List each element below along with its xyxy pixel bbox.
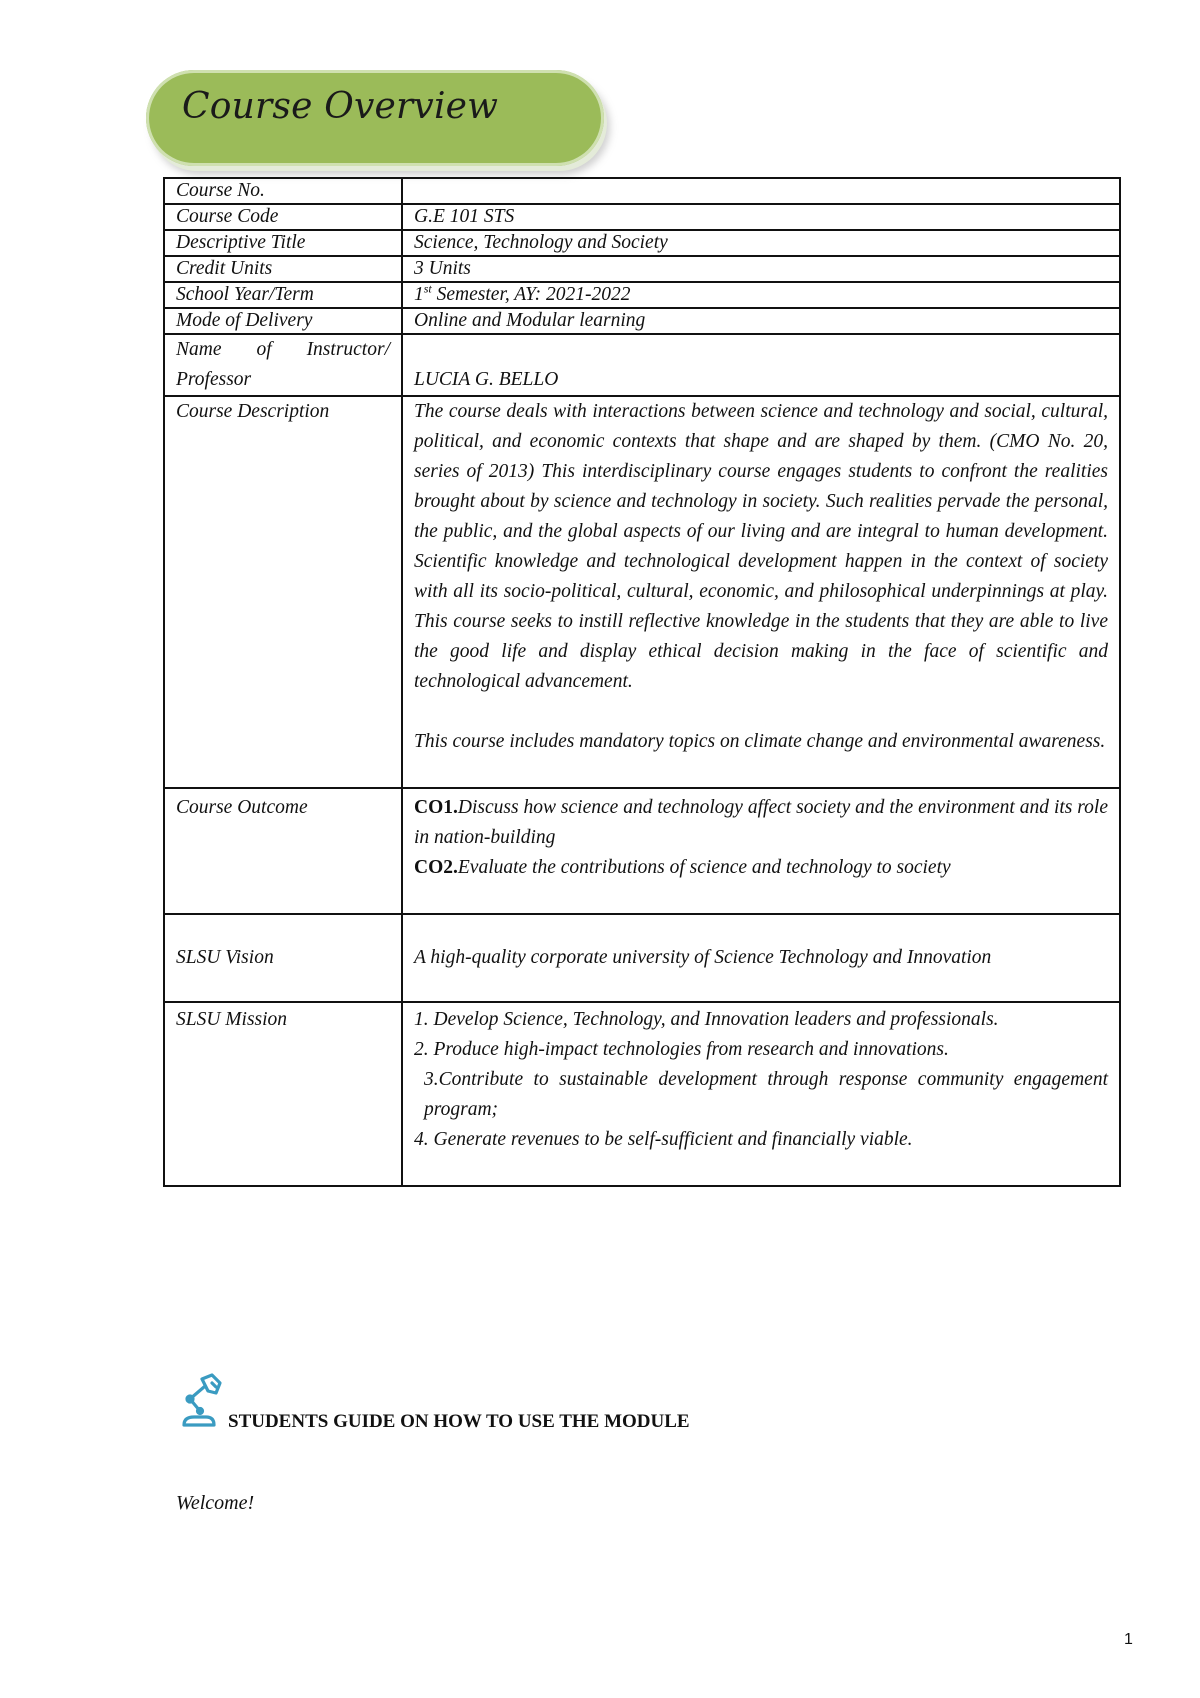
school-year-ordinal: 1	[414, 284, 424, 305]
credit-units-value: 3 Units	[402, 256, 1120, 282]
course-outcome-item	[414, 793, 1108, 853]
instructor-label	[164, 334, 402, 396]
instructor-value: LUCIA G. BELLO	[402, 334, 1120, 396]
course-outcome-label: Course Outcome	[164, 788, 402, 914]
vision-label: SLSU Vision	[164, 914, 402, 1002]
course-overview-banner	[146, 70, 604, 166]
course-description-paragraph: The course deals with interactions between science and technology and social, cultural, political, and economic contexts that shape and are shaped by them. (CMO No. 20, series of 2013) This interdisciplinary course engages students to confront the realities brought about by science and technology in society. Such realities pervade the personal, the public, and the global aspects of our living and are integral to human development. Scientific knowledge and technological development happen in the context of society with all its socio-political, cultural, economic, and philosophical underpinnings at play. This course seeks to instill reflective knowledge in the students that they are able to live the good life and display ethical decision making in the face of scientific and technological advancement.	[414, 401, 1108, 692]
co1-text: Discuss how science and technology affect society and the environment and its role in nation-building	[414, 797, 1108, 848]
descriptive-title-value: Science, Technology and Society	[402, 230, 1120, 256]
page-title: Course Overview	[182, 86, 499, 127]
co2-code: CO2.	[414, 857, 458, 878]
mission-value	[402, 1002, 1120, 1186]
school-year-rest: Semester, AY: 2021-2022	[431, 284, 631, 305]
course-description-paragraph: This course includes mandatory topics on climate change and environmental awareness.	[414, 731, 1106, 752]
table-row	[164, 282, 1120, 308]
course-outcome-value	[402, 788, 1120, 914]
mission-item: 1. Develop Science, Technology, and Innovation leaders and professionals.	[414, 1009, 999, 1030]
table-row	[164, 788, 1120, 914]
table-row	[164, 396, 1120, 788]
mission-item: 4. Generate revenues to be self-sufficient and financially viable.	[414, 1129, 913, 1150]
table-row	[164, 230, 1120, 256]
mission-label: SLSU Mission	[164, 1002, 402, 1186]
course-code-label: Course Code	[164, 204, 402, 230]
welcome-text: Welcome!	[176, 1492, 255, 1514]
course-no-label: Course No.	[164, 178, 402, 204]
mode-of-delivery-label: Mode of Delivery	[164, 308, 402, 334]
course-outcome-item	[414, 853, 1108, 883]
co2-text: Evaluate the contributions of science and technology to society	[457, 857, 951, 878]
mission-item: 2. Produce high-impact technologies from research and innovations.	[414, 1039, 949, 1060]
mission-item: 3.Contribute to sustainable development through response community engagement program;	[424, 1069, 1108, 1120]
course-description-label: Course Description	[164, 396, 402, 788]
table-row	[164, 204, 1120, 230]
students-guide-title: STUDENTS GUIDE ON HOW TO USE THE MODULE	[228, 1411, 690, 1432]
course-description-value	[402, 396, 1120, 788]
course-no-value	[402, 178, 1120, 204]
table-row	[164, 256, 1120, 282]
course-overview-table	[163, 177, 1121, 1187]
page-number: 1	[1124, 1631, 1133, 1648]
table-row	[164, 178, 1120, 204]
table-row	[164, 334, 1120, 396]
school-year-value	[402, 282, 1120, 308]
co1-code: CO1.	[414, 797, 458, 818]
school-year-label: School Year/Term	[164, 282, 402, 308]
table-row	[164, 1002, 1120, 1186]
desk-lamp-icon	[178, 1373, 224, 1431]
instructor-label-line1: Name of Instructor/	[176, 339, 390, 360]
vision-value: A high-quality corporate university of Science Technology and Innovation	[402, 914, 1120, 1002]
instructor-label-line2: Professor	[176, 369, 252, 390]
school-year-ordinal-suffix: st	[423, 281, 432, 296]
credit-units-label: Credit Units	[164, 256, 402, 282]
course-code-value: G.E 101 STS	[402, 204, 1120, 230]
mode-of-delivery-value: Online and Modular learning	[402, 308, 1120, 334]
descriptive-title-label: Descriptive Title	[164, 230, 402, 256]
students-guide-heading	[178, 1373, 798, 1433]
table-row	[164, 914, 1120, 1002]
table-row	[164, 308, 1120, 334]
